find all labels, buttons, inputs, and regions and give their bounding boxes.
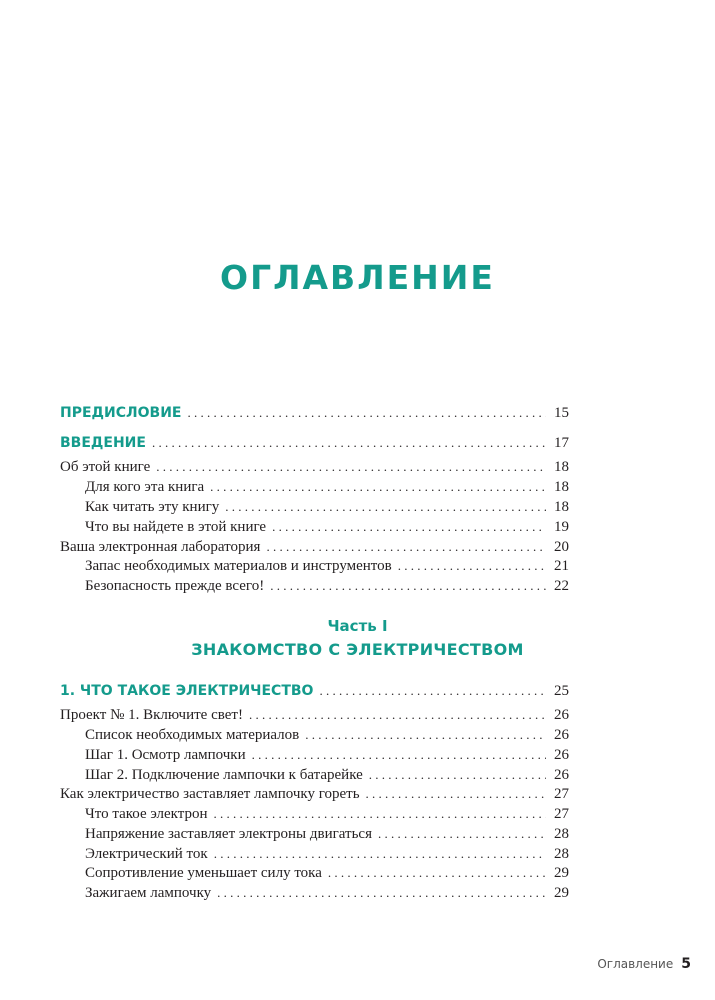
toc-page-number: 27 <box>554 806 569 822</box>
toc-entry[interactable] <box>60 537 569 557</box>
part-title: ЗНАКОМСТВО С ЭЛЕКТРИЧЕСТВОМ <box>191 640 524 659</box>
running-footer-label: Оглавление <box>597 957 674 971</box>
toc-entry-label: Сопротивление уменьшает силу тока <box>85 865 322 881</box>
toc-entry[interactable] <box>85 765 569 785</box>
dot-leader <box>249 705 546 725</box>
dot-leader <box>266 537 546 557</box>
dot-leader <box>152 433 546 453</box>
toc-entry-label: Напряжение заставляет электроны двигаться <box>85 826 372 842</box>
toc-entry-label: Шаг 1. Осмотр лампочки <box>85 747 246 763</box>
toc-entry[interactable] <box>85 804 569 824</box>
toc-entry[interactable] <box>85 745 569 765</box>
dot-leader <box>210 477 546 497</box>
toc-entry[interactable] <box>60 784 569 804</box>
dot-leader <box>366 784 546 804</box>
toc-entry[interactable] <box>85 576 569 596</box>
toc-entry-label: Безопасность прежде всего! <box>85 578 265 594</box>
toc-entry-label: 1. ЧТО ТАКОЕ ЭЛЕКТРИЧЕСТВО <box>60 683 314 699</box>
toc-page-number: 26 <box>554 767 569 783</box>
toc-entry[interactable] <box>60 457 569 477</box>
dot-leader <box>214 844 546 864</box>
toc-page-number: 21 <box>554 558 569 574</box>
toc-entry-label: Список необходимых материалов <box>85 727 300 743</box>
dot-leader <box>217 883 546 903</box>
toc-page-number: 22 <box>554 578 569 594</box>
toc-entry[interactable] <box>85 497 569 517</box>
toc-page-number: 18 <box>554 479 569 495</box>
toc-entry-label: Что вы найдете в этой книге <box>85 519 267 535</box>
dot-leader <box>252 745 546 765</box>
dot-leader <box>369 765 546 785</box>
toc-entry-label: Для кого эта книга <box>85 479 205 495</box>
dot-leader <box>305 725 546 745</box>
toc-entry-label: ВВЕДЕНИЕ <box>60 435 146 451</box>
toc-entry[interactable] <box>85 863 569 883</box>
dot-leader <box>156 457 546 477</box>
toc-entry-label: ПРЕДИСЛОВИЕ <box>60 405 182 421</box>
folio-page-number: 5 <box>681 956 691 972</box>
toc-entry[interactable] <box>85 844 569 864</box>
toc-page-number: 20 <box>554 539 569 555</box>
toc-entry[interactable] <box>60 705 569 725</box>
toc-entry[interactable] <box>85 517 569 537</box>
toc-page-number: 29 <box>554 865 569 881</box>
toc-page-number: 26 <box>554 707 569 723</box>
toc-entry[interactable] <box>85 725 569 745</box>
dot-leader <box>398 556 546 576</box>
toc-page-number: 28 <box>554 846 569 862</box>
toc-entry[interactable] <box>85 824 569 844</box>
dot-leader <box>214 804 546 824</box>
page-footer <box>597 956 691 972</box>
toc-page-number: 19 <box>554 519 569 535</box>
toc-page-number: 27 <box>554 786 569 802</box>
toc-entry-chapter[interactable] <box>60 681 569 701</box>
part-label: Часть I <box>327 617 388 635</box>
toc-page-number: 15 <box>554 405 569 421</box>
toc-entry-label: Как электричество заставляет лампочку гореть <box>60 786 360 802</box>
dot-leader <box>225 497 546 517</box>
toc-page-number: 18 <box>554 459 569 475</box>
toc-entry-label: Электрический ток <box>85 846 208 862</box>
toc-entry-label: Ваша электронная лаборатория <box>60 539 261 555</box>
toc-page-number: 25 <box>554 683 569 699</box>
toc-page-number: 29 <box>554 885 569 901</box>
toc-entry-label: Зажигаем лампочку <box>85 885 212 901</box>
toc-entry-label: Об этой книге <box>60 459 151 475</box>
toc-entry[interactable] <box>85 556 569 576</box>
toc-page-number: 26 <box>554 727 569 743</box>
page-title: ОГЛАВЛЕНИЕ <box>220 258 495 297</box>
toc-page-number: 18 <box>554 499 569 515</box>
dot-leader <box>272 517 546 537</box>
toc-entry[interactable] <box>85 477 569 497</box>
toc-entry-label: Что такое электрон <box>85 806 208 822</box>
toc-entry-introduction[interactable] <box>60 433 569 453</box>
toc-entry-label: Шаг 2. Подключение лампочки к батарейке <box>85 767 363 783</box>
toc-entry[interactable] <box>85 883 569 903</box>
toc-entry-label: Как читать эту книгу <box>85 499 220 515</box>
toc-page-number: 17 <box>554 435 569 451</box>
dot-leader <box>319 681 546 701</box>
dot-leader <box>328 863 546 883</box>
dot-leader <box>378 824 546 844</box>
toc-entry-preface[interactable] <box>60 403 569 423</box>
dot-leader <box>187 403 546 423</box>
toc-entry-label: Проект № 1. Включите свет! <box>60 707 243 723</box>
toc-page-number: 26 <box>554 747 569 763</box>
toc-page-number: 28 <box>554 826 569 842</box>
dot-leader <box>270 576 546 596</box>
toc-entry-label: Запас необходимых материалов и инструментов <box>85 558 392 574</box>
